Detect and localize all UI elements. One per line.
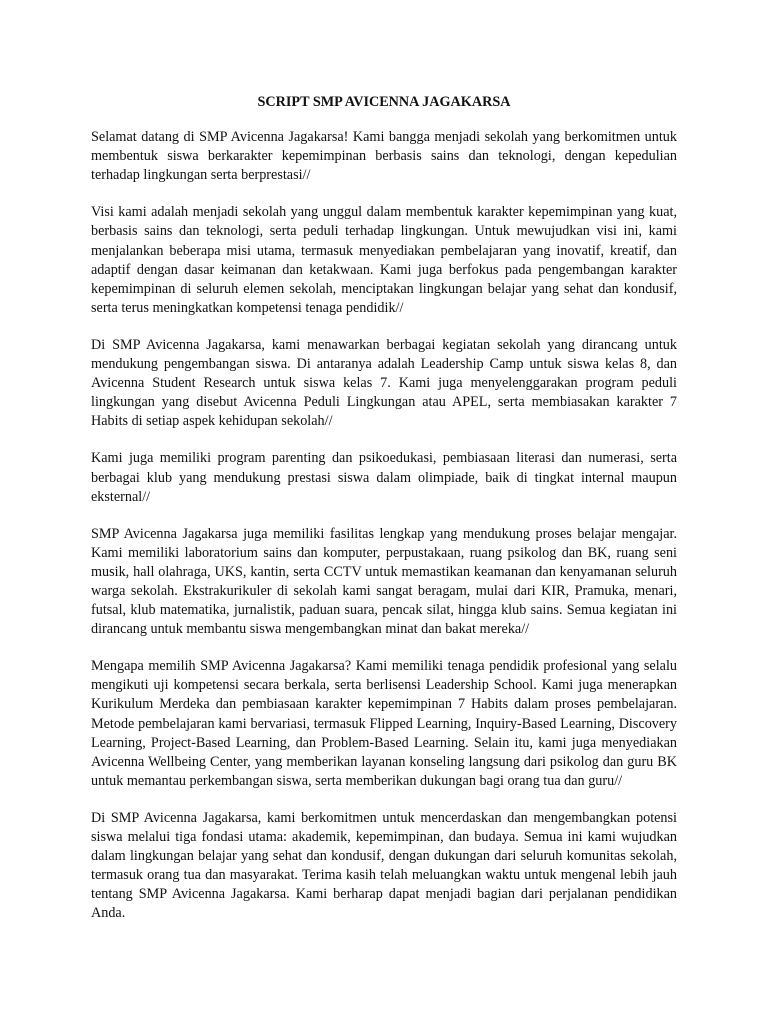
paragraph-activities: Di SMP Avicenna Jagakarsa, kami menawarkan berbagai kegiatan sekolah yang dirancang untuk mendukung pengembangan siswa. Di antaranya adalah Leadership Camp untuk siswa kelas 8, dan Avicenna Student Research untuk siswa kelas 7. Kami juga menyelenggarakan program peduli lingkungan yang disebut Avicenna Peduli Lingkungan atau APEL, serta membiasakan karakter 7 Habits di setiap aspek kehidupan sekolah// <box>91 336 677 430</box>
paragraph-closing: Di SMP Avicenna Jagakarsa, kami berkomitmen untuk mencerdaskan dan mengembangkan potensi siswa melalui tiga fondasi utama: akademik, kepemimpinan, dan budaya. Semua ini kami wujudkan dalam lingkungan belajar yang sehat dan kondusif, dengan dukungan dari seluruh komunitas sekolah, termasuk orang tua dan masyarakat. Terima kasih telah meluangkan waktu untuk mengenal lebih jauh tentang SMP Avicenna Jagakarsa. Kami berharap dapat menjadi bagian dari perjalanan pendidikan Anda. <box>91 809 677 922</box>
document-title: SCRIPT SMP AVICENNA JAGAKARSA <box>257 94 511 110</box>
paragraph-why-choose: Mengapa memilih SMP Avicenna Jagakarsa? Kami memiliki tenaga pendidik profesional yang selalu mengikuti uji kompetensi secara berkala, serta berlisensi Leadership School. Kami juga menerapkan Kurikulum Merdeka dan pembiasaan karakter kepemimpinan 7 Habits dalam proses pembelajaran. Metode pembelajaran kami bervariasi, termasuk Flipped Learning, Inquiry-Based Learning, Discovery Learning, Project-Based Learning, dan Problem-Based Learning. Selain itu, kami juga menyediakan Avicenna Wellbeing Center, yang memberikan layanan konseling langsung dari psikolog dan guru BK untuk memantau perkembangan siswa, serta memberikan dukungan bagi orang tua dan guru// <box>91 658 677 789</box>
document-body <box>91 93 677 941</box>
paragraph-welcome: Selamat datang di SMP Avicenna Jagakarsa! Kami bangga menjadi sekolah yang berkomitmen untuk membentuk siswa berkarakter kepemimpinan berbasis sains dan teknologi, dengan kepedulian terhadap lingkungan serta berprestasi// <box>91 129 677 184</box>
paragraph-vision-mission: Visi kami adalah menjadi sekolah yang unggul dalam membentuk karakter kepemimpinan yang kuat, berbasis sains dan teknologi, serta peduli terhadap lingkungan. Untuk mewujudkan visi ini, kami menjalankan beberapa misi utama, termasuk menyediakan pembelajaran yang inovatif, kreatif, dan adaptif dengan dasar keimanan dan ketakwaan. Kami juga berfokus pada pengembangan karakter kepemimpinan di seluruh elemen sekolah, menciptakan lingkungan belajar yang sehat dan kondusif, serta terus meningkatkan kompetensi tenaga pendidik// <box>91 204 677 316</box>
paragraph-facilities: SMP Avicenna Jagakarsa juga memiliki fasilitas lengkap yang mendukung proses belajar mengajar. Kami memiliki laboratorium sains dan komputer, perpustakaan, ruang psikolog dan BK, ruang seni musik, hall olahraga, UKS, kantin, serta CCTV untuk memastikan keamanan dan kenyamanan seluruh warga sekolah. Ekstrakurikuler di sekolah kami sangat beragam, mulai dari KIR, Pramuka, menari, futsal, klub matematika, jurnalistik, paduan suara, pencak silat, hingga klub sains. Semua kegiatan ini dirancang untuk membantu siswa mengembangkan minat dan bakat mereka// <box>91 525 677 638</box>
paragraph-programs: Kami juga memiliki program parenting dan psikoedukasi, pembiasaan literasi dan numerasi, serta berbagai klub yang mendukung prestasi siswa dalam olimpiade, baik di tingkat internal maupun eksternal// <box>91 450 677 505</box>
